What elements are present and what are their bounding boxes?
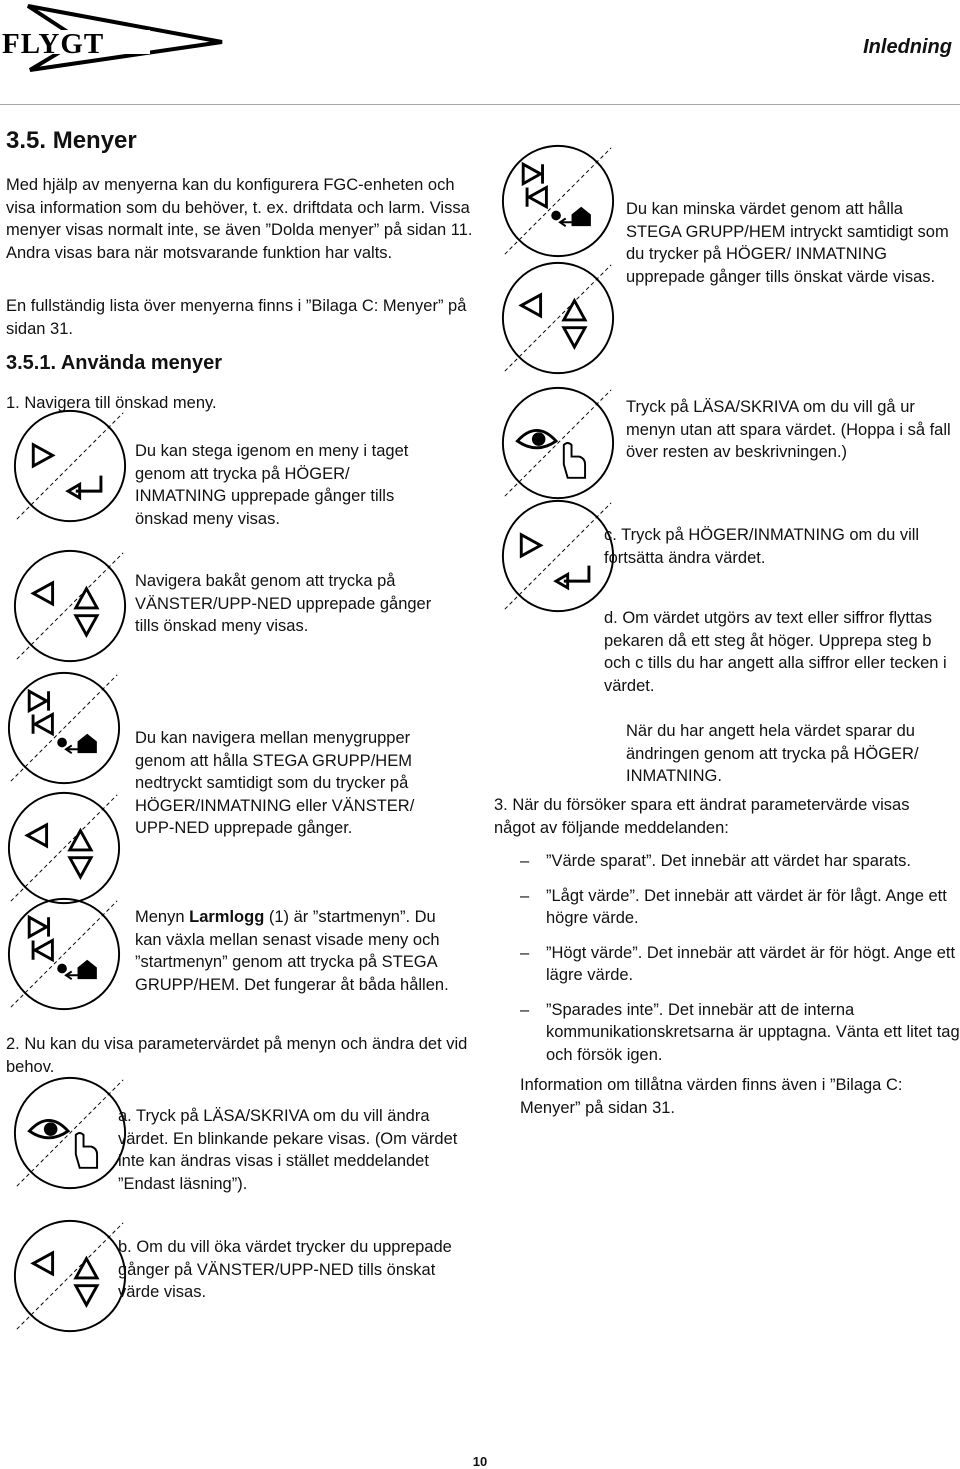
- group-home-icon: [500, 143, 616, 259]
- read-write-icon: [12, 1075, 128, 1191]
- step-2b: b. Om du vill öka värdet trycker du upprepade gånger på VÄNSTER/UPP-NED tills önskat värde visas.: [118, 1238, 452, 1301]
- text-startmenu-pre: Menyn: [135, 908, 190, 926]
- left-updown-icon: [500, 260, 616, 376]
- text-decrease: Du kan minska värdet genom att hålla STEGA GRUPP/HEM intryckt samtidigt som du trycker på HÖGER/ INMATNING upprepade gånger tills önskat värde visas.: [626, 200, 949, 286]
- text-save: När du har angett hela värdet sparar du ändringen genom att trycka på HÖGER/ INMATNING.: [626, 722, 919, 785]
- info-paragraph: Information om tillåtna värden finns även i ”Bilaga C: Menyer” på sidan 31.: [520, 1076, 903, 1117]
- message-text: ”Värde sparat”. Det innebär att värdet har sparats.: [546, 852, 912, 870]
- right-enter-icon: [12, 408, 128, 524]
- left-updown-icon: [12, 1218, 128, 1334]
- text-read-write: Tryck på LÄSA/SKRIVA om du vill gå ur menyn utan att spara värdet. (Hoppa i så fall över resten av beskrivningen.): [626, 398, 951, 461]
- text-startmenu-bold: Larmlogg: [189, 908, 265, 926]
- intro-paragraph-2: En fullständig lista över menyerna finns i ”Bilaga C: Menyer” på sidan 31.: [6, 297, 467, 338]
- subsection-heading: 3.5.1. Använda menyer: [6, 352, 223, 374]
- right-enter-icon: [500, 498, 616, 614]
- page-number: 10: [472, 1454, 488, 1469]
- list-bullet: –: [520, 852, 530, 870]
- step-1: 1. Navigera till önskad meny.: [6, 394, 217, 412]
- left-updown-icon: [12, 548, 128, 664]
- read-write-icon: [500, 385, 616, 501]
- header-divider: [0, 104, 960, 105]
- step-2: 2. Nu kan du visa parametervärdet på menyn och ändra det vid behov.: [6, 1035, 468, 1076]
- message-text: ”Lågt värde”. Det innebär att värdet är för lågt. Ange ett högre värde.: [546, 886, 947, 927]
- text-startmenu: [135, 906, 455, 996]
- text-left-updown: Navigera bakåt genom att trycka på VÄNSTER/UPP-NED upprepade gånger tills önskad meny visas.: [135, 572, 432, 635]
- message-text: ”Högt värde”. Det innebär att värdet är för högt. Ange ett lägre värde.: [546, 943, 956, 984]
- group-home-icon: [6, 896, 122, 1012]
- list-bullet: –: [520, 943, 530, 962]
- flygt-logo: [0, 0, 230, 80]
- left-updown-icon: [6, 790, 122, 906]
- message-text: ”Sparades inte”. Det innebär att de interna kommunikationskretsarna är upptagna. Vänta ett litet tag och försök igen.: [546, 1000, 960, 1064]
- list-item: [520, 850, 960, 873]
- list-item: [520, 885, 960, 930]
- step-3: 3. När du försöker spara ett ändrat parametervärde visas något av följande meddelanden:: [494, 796, 910, 837]
- text-startmenu-post: (1) är ”startmenyn”. Du kan växla mellan senast visade meny och ”startmenyn” genom att trycka på STEGA GRUPP/HEM. Det fungerar åt båda hållen.: [135, 908, 449, 994]
- intro-paragraph: Med hjälp av menyerna kan du konfigurera FGC-enheten och visa information som du behöver, t. ex. driftdata och larm. Vissa menyer visas normalt inte, se även ”Dolda menyer” på sidan 11. Andra visas bara när motsvarande funktion har valts.: [6, 176, 473, 262]
- list-bullet: –: [520, 1000, 530, 1019]
- message-list: [520, 850, 960, 1078]
- step-2c: c. Tryck på HÖGER/INMATNING om du vill fortsätta ändra värdet.: [604, 526, 920, 567]
- step-2d: d. Om värdet utgörs av text eller siffror flyttas pekaren då ett steg åt höger. Upprepa steg b och c tills du har angett alla siffror eller tecken i värdet.: [604, 609, 947, 695]
- group-home-icon: [6, 670, 122, 786]
- text-right-arrow: Du kan stega igenom en meny i taget genom att trycka på HÖGER/ INMATNING upprepade gånger tills önskad meny visas.: [135, 442, 409, 528]
- list-item: [520, 942, 960, 987]
- section-heading: 3.5. Menyer: [6, 127, 137, 154]
- list-bullet: –: [520, 886, 530, 905]
- section-title: Inledning: [863, 36, 952, 58]
- step-2a: a. Tryck på LÄSA/SKRIVA om du vill ändra värdet. En blinkande pekare visas. (Om värdet inte kan ändras visas i stället meddelandet ”Endast läsning”).: [118, 1107, 458, 1193]
- text-group: Du kan navigera mellan menygrupper genom att hålla STEGA GRUPP/HEM nedtryckt samtidigt som du trycker på HÖGER/INMATNING eller VÄNSTER/ UPP-NED upprepade gånger.: [135, 729, 415, 837]
- list-item: [520, 999, 960, 1067]
- logo-text: FLYGT: [2, 28, 105, 60]
